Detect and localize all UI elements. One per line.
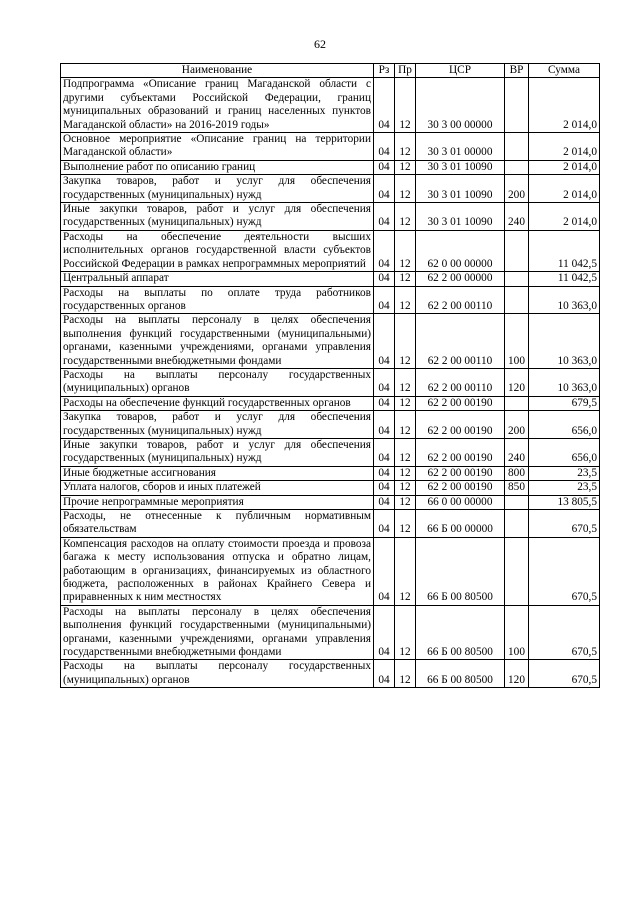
row-vr-cell [505, 495, 529, 509]
row-rz-cell: 04 [374, 481, 395, 495]
row-name-cell: Выполнение работ по описанию границ [61, 160, 374, 174]
row-sum-cell: 2 014,0 [529, 203, 600, 231]
row-pr-cell: 12 [395, 368, 416, 396]
row-rz-cell: 04 [374, 160, 395, 174]
row-name-cell: Прочие непрограммные мероприятия [61, 495, 374, 509]
row-vr-cell [505, 78, 529, 133]
row-pr-cell: 12 [395, 78, 416, 133]
table-row [61, 466, 600, 480]
row-pr-cell: 12 [395, 495, 416, 509]
row-vr-cell [505, 230, 529, 271]
header-vr: ВР [505, 64, 529, 78]
row-csr-cell: 62 2 00 00110 [416, 368, 505, 396]
row-name-cell: Иные закупки товаров, работ и услуг для обеспечения государственных (муниципальных) нужд [61, 203, 374, 231]
row-rz-cell: 04 [374, 495, 395, 509]
row-name-cell: Расходы на выплаты персоналу в целях обеспечения выполнения функций государственными (муниципальными) органами, казенными учреждениями, органами управления государственными внебюджетными фондами [61, 605, 374, 660]
table-row [61, 510, 600, 538]
table-row [61, 605, 600, 660]
row-vr-cell: 240 [505, 438, 529, 466]
budget-table [60, 63, 600, 688]
row-sum-cell: 670,5 [529, 537, 600, 605]
row-pr-cell: 12 [395, 660, 416, 688]
row-pr-cell: 12 [395, 537, 416, 605]
row-pr-cell: 12 [395, 133, 416, 161]
row-rz-cell: 04 [374, 203, 395, 231]
row-sum-cell: 2 014,0 [529, 160, 600, 174]
table-row [61, 203, 600, 231]
row-name-cell: Расходы на выплаты персоналу государственных (муниципальных) органов [61, 368, 374, 396]
row-sum-cell: 10 363,0 [529, 314, 600, 369]
row-csr-cell: 62 0 00 00000 [416, 230, 505, 271]
row-pr-cell: 12 [395, 160, 416, 174]
row-name-cell: Закупка товаров, работ и услуг для обеспечения государственных (муниципальных) нужд [61, 175, 374, 203]
row-vr-cell [505, 286, 529, 314]
row-pr-cell: 12 [395, 314, 416, 369]
header-pr: Пр [395, 64, 416, 78]
row-name-cell: Центральный аппарат [61, 272, 374, 286]
row-csr-cell: 30 3 01 10090 [416, 175, 505, 203]
row-sum-cell: 679,5 [529, 396, 600, 410]
table-row [61, 272, 600, 286]
row-vr-cell [505, 537, 529, 605]
table-header-row [61, 64, 600, 78]
row-csr-cell: 66 0 00 00000 [416, 495, 505, 509]
row-csr-cell: 62 2 00 00190 [416, 481, 505, 495]
row-pr-cell: 12 [395, 230, 416, 271]
row-vr-cell [505, 272, 529, 286]
row-rz-cell: 04 [374, 660, 395, 688]
row-csr-cell: 62 2 00 00190 [416, 411, 505, 439]
row-vr-cell [505, 396, 529, 410]
table-row [61, 537, 600, 605]
row-sum-cell: 13 805,5 [529, 495, 600, 509]
row-sum-cell: 2 014,0 [529, 175, 600, 203]
row-csr-cell: 62 2 00 00190 [416, 438, 505, 466]
row-pr-cell: 12 [395, 438, 416, 466]
row-csr-cell: 62 2 00 00000 [416, 272, 505, 286]
table-row [61, 368, 600, 396]
row-rz-cell: 04 [374, 466, 395, 480]
row-name-cell: Иные бюджетные ассигнования [61, 466, 374, 480]
row-rz-cell: 04 [374, 396, 395, 410]
row-rz-cell: 04 [374, 537, 395, 605]
row-vr-cell [505, 510, 529, 538]
row-csr-cell: 62 2 00 00110 [416, 314, 505, 369]
table-row [61, 230, 600, 271]
row-vr-cell: 200 [505, 411, 529, 439]
row-sum-cell: 656,0 [529, 438, 600, 466]
row-sum-cell: 10 363,0 [529, 286, 600, 314]
row-rz-cell: 04 [374, 272, 395, 286]
row-vr-cell [505, 133, 529, 161]
table-row [61, 133, 600, 161]
row-rz-cell: 04 [374, 314, 395, 369]
row-vr-cell: 240 [505, 203, 529, 231]
table-row [61, 438, 600, 466]
row-rz-cell: 04 [374, 605, 395, 660]
row-rz-cell: 04 [374, 438, 395, 466]
row-sum-cell: 2 014,0 [529, 78, 600, 133]
table-row [61, 481, 600, 495]
table-row [61, 160, 600, 174]
row-pr-cell: 12 [395, 175, 416, 203]
row-pr-cell: 12 [395, 510, 416, 538]
row-sum-cell: 11 042,5 [529, 230, 600, 271]
row-rz-cell: 04 [374, 175, 395, 203]
row-csr-cell: 62 2 00 00110 [416, 286, 505, 314]
row-name-cell: Иные закупки товаров, работ и услуг для обеспечения государственных (муниципальных) нужд [61, 438, 374, 466]
row-csr-cell: 66 Б 00 80500 [416, 605, 505, 660]
row-rz-cell: 04 [374, 510, 395, 538]
row-pr-cell: 12 [395, 272, 416, 286]
row-vr-cell: 200 [505, 175, 529, 203]
row-pr-cell: 12 [395, 396, 416, 410]
row-name-cell: Закупка товаров, работ и услуг для обеспечения государственных (муниципальных) нужд [61, 411, 374, 439]
row-vr-cell [505, 160, 529, 174]
row-sum-cell: 670,5 [529, 660, 600, 688]
row-name-cell: Расходы на выплаты по оплате труда работников государственных органов [61, 286, 374, 314]
row-sum-cell: 23,5 [529, 466, 600, 480]
row-rz-cell: 04 [374, 78, 395, 133]
table-row [61, 78, 600, 133]
row-vr-cell: 100 [505, 314, 529, 369]
row-vr-cell: 120 [505, 660, 529, 688]
page-number: 62 [314, 37, 326, 51]
row-name-cell: Компенсация расходов на оплату стоимости проезда и провоза багажа к месту использования отпуска и обратно лицам, работающим в организациях, финансируемых из областного бюджета, расположенных в районах Крайнего Севера и приравненных к ним местностях [61, 537, 374, 605]
row-name-cell: Уплата налогов, сборов и иных платежей [61, 481, 374, 495]
row-sum-cell: 2 014,0 [529, 133, 600, 161]
header-sum: Сумма [529, 64, 600, 78]
row-csr-cell: 30 3 01 10090 [416, 160, 505, 174]
row-vr-cell: 120 [505, 368, 529, 396]
row-name-cell: Расходы на выплаты персоналу в целях обеспечения выполнения функций государственными (муниципальными) органами, казенными учреждениями, органами управления государственными внебюджетными фондами [61, 314, 374, 369]
row-vr-cell: 100 [505, 605, 529, 660]
header-name: Наименование [61, 64, 374, 78]
row-vr-cell: 800 [505, 466, 529, 480]
row-csr-cell: 62 2 00 00190 [416, 396, 505, 410]
row-rz-cell: 04 [374, 230, 395, 271]
row-csr-cell: 66 Б 00 80500 [416, 537, 505, 605]
row-sum-cell: 10 363,0 [529, 368, 600, 396]
row-vr-cell: 850 [505, 481, 529, 495]
row-csr-cell: 30 3 00 00000 [416, 78, 505, 133]
table-row [61, 411, 600, 439]
row-sum-cell: 23,5 [529, 481, 600, 495]
row-pr-cell: 12 [395, 203, 416, 231]
table-row [61, 175, 600, 203]
table-row [61, 396, 600, 410]
row-rz-cell: 04 [374, 133, 395, 161]
row-sum-cell: 670,5 [529, 605, 600, 660]
row-pr-cell: 12 [395, 411, 416, 439]
row-pr-cell: 12 [395, 466, 416, 480]
row-name-cell: Расходы на обеспечение деятельности высших исполнительных органов государственной власти субъектов Российской Федерации в рамках непрограммных мероприятий [61, 230, 374, 271]
row-sum-cell: 656,0 [529, 411, 600, 439]
row-name-cell: Подпрограмма «Описание границ Магаданской области с другими субъектами Российской Федерации, границ муниципальных образований и границ населенных пунктов Магаданской области» на 2016-2019 годы» [61, 78, 374, 133]
row-name-cell: Расходы, не отнесенные к публичным нормативным обязательствам [61, 510, 374, 538]
row-csr-cell: 66 Б 00 00000 [416, 510, 505, 538]
row-name-cell: Основное мероприятие «Описание границ на территории Магаданской области» [61, 133, 374, 161]
table-row [61, 660, 600, 688]
row-csr-cell: 66 Б 00 80500 [416, 660, 505, 688]
table-row [61, 495, 600, 509]
header-rz: Рз [374, 64, 395, 78]
row-pr-cell: 12 [395, 481, 416, 495]
row-csr-cell: 30 3 01 10090 [416, 203, 505, 231]
row-sum-cell: 670,5 [529, 510, 600, 538]
row-rz-cell: 04 [374, 411, 395, 439]
header-csr: ЦСР [416, 64, 505, 78]
table-row [61, 286, 600, 314]
table-row [61, 314, 600, 369]
row-sum-cell: 11 042,5 [529, 272, 600, 286]
row-pr-cell: 12 [395, 605, 416, 660]
row-rz-cell: 04 [374, 368, 395, 396]
row-csr-cell: 62 2 00 00190 [416, 466, 505, 480]
row-csr-cell: 30 3 01 00000 [416, 133, 505, 161]
row-rz-cell: 04 [374, 286, 395, 314]
row-name-cell: Расходы на обеспечение функций государственных органов [61, 396, 374, 410]
row-pr-cell: 12 [395, 286, 416, 314]
row-name-cell: Расходы на выплаты персоналу государственных (муниципальных) органов [61, 660, 374, 688]
